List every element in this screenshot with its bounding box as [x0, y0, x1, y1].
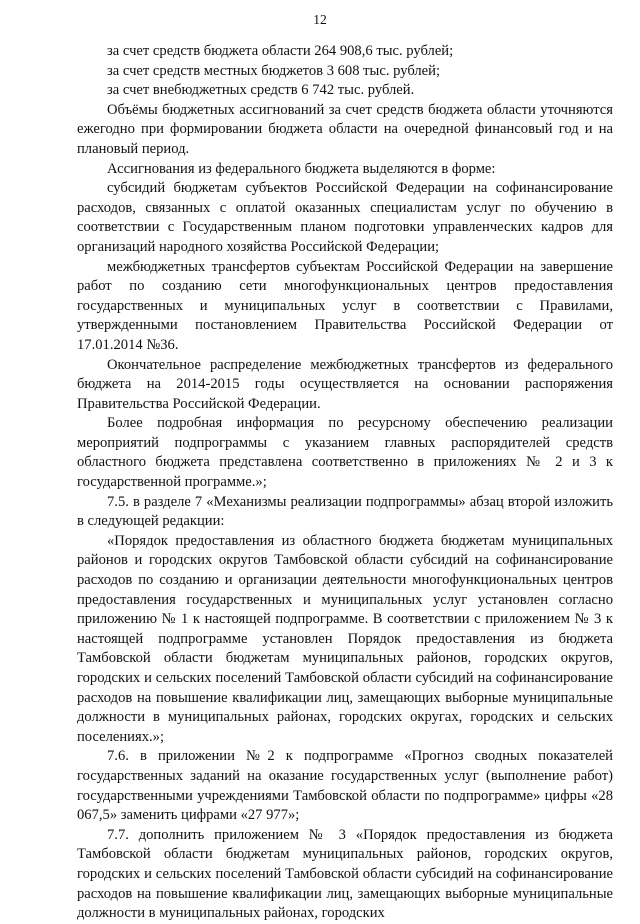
- paragraph-procedure-quote: «Порядок предоставления из областного бюджета бюджетам муниципальных районов и городских округов Тамбовской области субсидий на софинансирование расходов по созданию и организации деятельности многофункциональных центров предоставления государственных и муниципальных услуг установлен согласно приложению № 1 к настоящей подпрограмме. В соответствии с приложением № 3 к настоящей подпрограмме установлен Порядок предоставления из бюджета Тамбовской области бюджетам муниципальных районов, городских округов, городских и сельских поселений Тамбовской области субсидий на софинансирование расходов на повышение квалификации лиц, замещающих выборные муниципальные должности в муниципальных районах, городских округах, городских и сельских поселениях.»;: [77, 532, 613, 745]
- paragraph-regional-budget: за счет средств бюджета области 264 908,6 тыс. рублей;: [107, 43, 454, 59]
- paragraph-item-7-6: 7.6. в приложении №2 к подпрограмме «Прогноз сводных показателей государственных заданий на оказание государственных услуг (выполнение работ) государственными учреждениями Тамбовской области по подпрограмме» цифры «28 067,5» заменить цифрами «27 977»;: [77, 748, 613, 824]
- paragraph-federal-forms: Ассигнования из федерального бюджета выделяются в форме:: [107, 160, 496, 177]
- paragraph-subsidies: субсидий бюджетам субъектов Российской Федерации на софинансирование расходов, связанных с оплатой оказанных специалистам услуг по обучению в соответствии с Государственным планом подготовки управленческих кадров для организаций народного хозяйства Российской Федерации;: [77, 180, 613, 255]
- paragraph-extrabudgetary: за счет внебюджетных средств 6 742 тыс. рублей.: [107, 82, 415, 99]
- paragraph-allocations-clarified: Объёмы бюджетных ассигнований за счет средств бюджета области уточняются ежегодно при формировании бюджета области на очередной финансовый год и на плановый период.: [77, 101, 613, 157]
- paragraph-local-budgets: за счет средств местных бюджетов 3 608 тыс. рублей;: [107, 62, 441, 79]
- paragraph-item-7-5: 7.5. в разделе 7 «Механизмы реализации подпрограммы» абзац второй изложить в следующей редакции:: [77, 493, 613, 530]
- paragraph-item-7-7: 7.7. дополнить приложением № 3 «Порядок предоставления из бюджета Тамбовской области бюджетам муниципальных районов, городских округов, городских и сельских поселений Тамбовской области субсидий на софинансирование расходов на повышение квалификации лиц, замещающих выборные муниципальные должности в муниципальных районах, городских: [77, 826, 613, 922]
- paragraph-transfers: межбюджетных трансфертов субъектам Российской Федерации на завершение работ по созданию сети многофункциональных центров предоставления государственных и муниципальных услуг в соответствии с Правилами, утвержденными постановлением Правительства Российской Федерации от 17.01.2014 №36.: [77, 258, 613, 353]
- paragraph-final-distribution: Окончательное распределение межбюджетных трансфертов из федерального бюджета на 2014-2015 годы осуществляется на основании распоряжения Правительства Российской Федерации.: [77, 356, 613, 412]
- page-number: 12: [313, 12, 327, 27]
- document-body: [77, 42, 613, 924]
- paragraph-more-information: Более подробная информация по ресурсному обеспечению реализации мероприятий подпрограммы с указанием главных распорядителей средств областного бюджета представлена соответственно в приложениях № 2 и 3 к государственной программе.»;: [77, 415, 613, 491]
